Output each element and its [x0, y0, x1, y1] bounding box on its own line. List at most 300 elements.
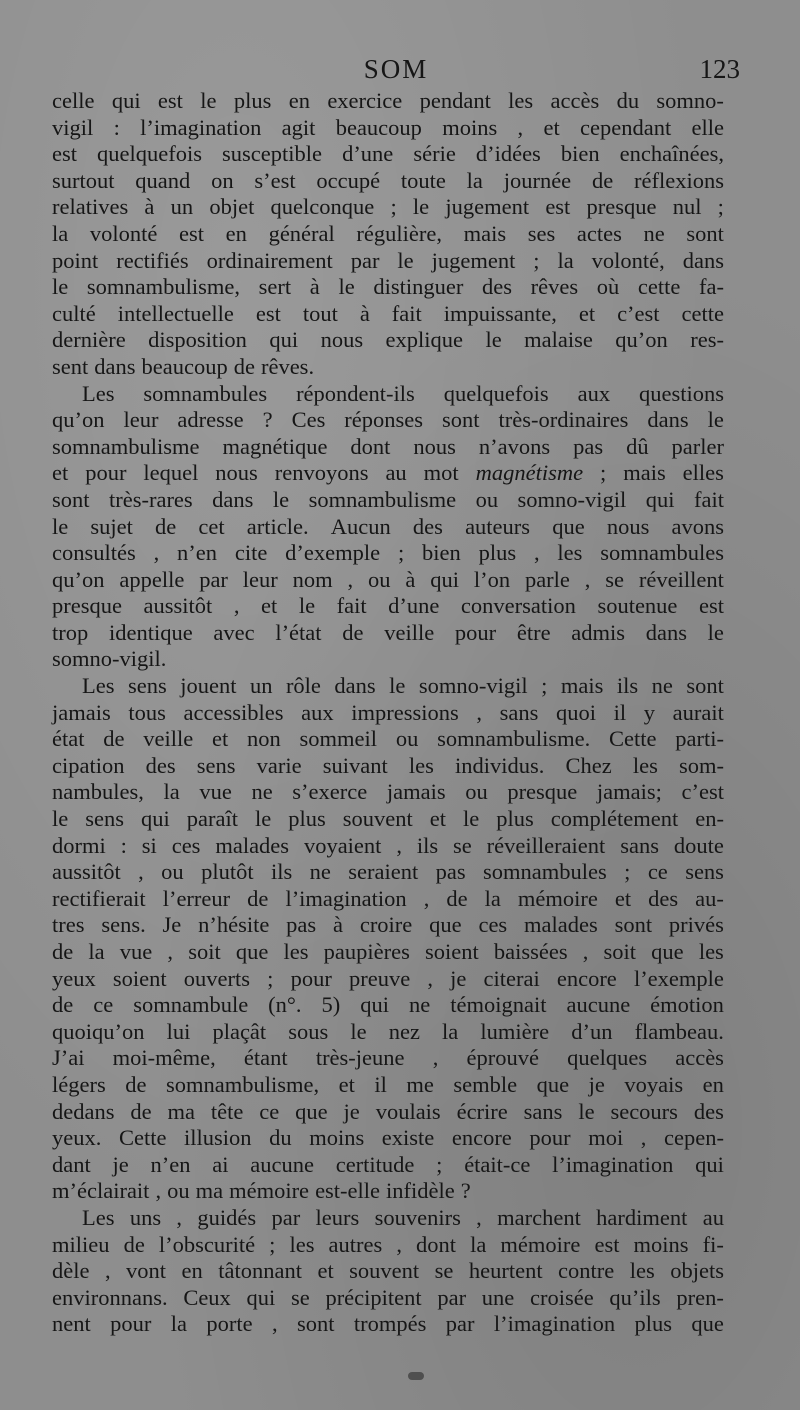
word: auteurs: [465, 513, 531, 539]
word: et: [338, 1071, 355, 1097]
word: plus: [288, 806, 326, 832]
word: objets: [670, 1258, 724, 1284]
word: l’imagination: [493, 1311, 616, 1337]
word: sens: [85, 806, 124, 832]
word: dans: [645, 619, 687, 645]
word: croisée: [530, 1284, 594, 1310]
word: encore: [451, 1125, 512, 1151]
word: sans: [499, 699, 539, 725]
text-line: [52, 1285, 724, 1312]
word: quelquefois: [97, 141, 203, 167]
word: Les: [82, 380, 115, 406]
word: magnétique: [222, 433, 328, 459]
word: l’imagination: [140, 114, 262, 140]
word: je: [588, 1071, 605, 1097]
word: la: [88, 939, 105, 964]
word: l’obscurité: [158, 1231, 256, 1257]
word: de: [233, 353, 255, 379]
word: quoi: [555, 699, 596, 725]
word: les: [629, 1258, 655, 1284]
text-line: [52, 779, 724, 806]
word: ,: [347, 566, 354, 592]
word: qui: [430, 566, 459, 592]
word: la: [52, 220, 69, 246]
word: sont: [686, 220, 724, 246]
word: J’ai: [52, 1045, 85, 1071]
word: plus: [634, 1311, 672, 1337]
word: veille: [384, 619, 435, 645]
word: des: [145, 752, 176, 778]
word: volonté: [89, 220, 158, 246]
word: pas: [435, 859, 466, 885]
word: secours: [610, 1098, 678, 1124]
word: ma: [195, 1178, 224, 1204]
word: à: [333, 912, 343, 938]
word: presque: [507, 779, 578, 805]
word: sont: [686, 673, 724, 699]
word: ou: [475, 486, 499, 512]
word: général: [268, 220, 335, 246]
word: ,: [517, 114, 524, 140]
word: croire: [359, 912, 413, 938]
word: ou: [465, 779, 488, 805]
word: sens: [127, 673, 167, 699]
word: fa-: [698, 274, 724, 300]
word: vont: [126, 1258, 167, 1284]
word: veille: [143, 726, 194, 752]
word: un: [249, 673, 273, 699]
word: ,: [476, 699, 482, 725]
word: elle: [691, 114, 724, 140]
word: d’une: [342, 141, 394, 167]
word: magnétisme: [475, 460, 584, 486]
word: :: [120, 832, 127, 858]
word: disposition: [148, 327, 247, 353]
word: jamais;: [596, 779, 662, 805]
word: au: [385, 460, 407, 486]
word: ;: [541, 673, 548, 699]
word: était-ce: [464, 1151, 531, 1177]
word: fait: [391, 300, 422, 326]
word: consultés: [52, 540, 136, 566]
word: pren-: [676, 1284, 724, 1310]
word: ,: [138, 859, 144, 885]
word: souvent: [349, 1258, 420, 1284]
word: au-: [695, 885, 724, 911]
word: quelquefois: [443, 380, 549, 406]
word: l’imagination: [552, 1151, 674, 1177]
word: le: [485, 327, 502, 353]
word: mais: [560, 673, 604, 699]
word: nom: [292, 566, 333, 592]
word: encore: [556, 965, 617, 991]
word: est: [545, 194, 571, 220]
word: lumière: [480, 1018, 550, 1044]
word: le: [397, 247, 414, 273]
word: somnambulisme,: [165, 1071, 320, 1097]
word: tout: [302, 300, 338, 326]
word: distinguer: [373, 274, 464, 300]
word: ;: [533, 247, 540, 273]
word: l’imagination: [285, 885, 407, 911]
word: est: [698, 593, 724, 619]
word: culté: [52, 300, 96, 326]
word: sans: [523, 1098, 563, 1124]
word: pour: [290, 965, 332, 991]
word: qui: [645, 486, 675, 512]
word: dormi: [52, 832, 106, 858]
page-number: 123: [699, 54, 740, 84]
word: somno-vigil: [418, 673, 528, 699]
text-line: [52, 859, 724, 886]
word: nous: [215, 460, 258, 486]
word: légers: [52, 1071, 106, 1097]
word: mot: [423, 460, 459, 486]
word: qui: [141, 806, 170, 832]
word: ,: [423, 885, 430, 911]
word: pendant: [419, 88, 491, 113]
word: ,: [533, 540, 540, 566]
word: série: [413, 141, 456, 167]
word: ils: [416, 832, 439, 858]
word: suivant: [322, 752, 388, 778]
word: guidés: [197, 1204, 257, 1230]
word: s’exerce: [292, 779, 368, 805]
word: qui: [246, 1284, 276, 1310]
word: somnambules: [600, 540, 724, 566]
page-header: [52, 50, 740, 90]
word: ,: [584, 566, 591, 592]
word: leur: [123, 407, 159, 433]
word: somnambules: [143, 380, 268, 406]
word: que: [651, 939, 684, 964]
word: nous: [413, 433, 456, 459]
word: avec: [213, 619, 255, 645]
word: plutôt: [201, 859, 254, 885]
word: où: [596, 274, 620, 300]
text-line: [52, 1072, 724, 1099]
word: si: [141, 832, 157, 858]
word: l’exemple: [633, 965, 724, 991]
word: ,: [104, 1258, 111, 1284]
word: accessibles: [183, 699, 284, 725]
word: le: [463, 806, 480, 832]
word: témoignait: [450, 992, 547, 1018]
word: au: [702, 1204, 724, 1230]
word: je: [112, 1151, 129, 1177]
word: ne: [643, 220, 665, 246]
word: de: [123, 1231, 145, 1257]
word: le: [298, 593, 316, 619]
text-line: [52, 567, 724, 594]
word: autres: [328, 1231, 383, 1257]
word: ;: [390, 194, 397, 220]
text-line: [52, 1099, 724, 1126]
text-line: [52, 327, 724, 354]
word: somnambulisme: [52, 433, 200, 459]
text-line: [52, 1152, 724, 1179]
word: pour: [454, 619, 497, 645]
word: la: [170, 1311, 187, 1337]
word: ce: [647, 859, 668, 885]
word: ,: [396, 1231, 402, 1257]
word: trop: [52, 619, 89, 645]
word: accès: [550, 88, 600, 113]
word: dans: [334, 673, 376, 699]
word: que: [536, 1071, 570, 1097]
word: soutenue: [597, 593, 678, 619]
word: somnambulisme: [308, 486, 457, 512]
word: point: [52, 247, 99, 273]
word: dedans: [52, 1098, 115, 1124]
word: de: [52, 939, 74, 964]
word: le: [389, 673, 406, 699]
word: ils: [616, 673, 639, 699]
word: ,: [233, 593, 240, 619]
word: réveillent: [638, 566, 724, 592]
word: conversation: [460, 593, 576, 619]
word: c’est: [617, 300, 660, 326]
word: ;: [267, 965, 274, 991]
word: Les: [82, 673, 115, 699]
word: preuve: [348, 965, 411, 991]
word: je: [343, 1098, 360, 1124]
word: la: [466, 167, 483, 193]
text-line: [52, 407, 724, 434]
word: ou: [167, 1178, 190, 1204]
word: mémoire: [229, 1178, 310, 1204]
word: individus.: [454, 752, 545, 778]
word: émotion: [650, 992, 724, 1018]
text-line: [52, 88, 724, 115]
word: plus: [233, 88, 272, 113]
word: ne: [409, 992, 431, 1018]
word: une: [481, 1284, 515, 1310]
word: Je: [162, 912, 182, 938]
word: rôle: [285, 673, 321, 699]
word: sous: [288, 1018, 329, 1044]
word: sans: [620, 832, 659, 858]
word: soit: [603, 939, 637, 964]
word: seraient: [348, 859, 419, 885]
word: illusion: [184, 1125, 252, 1151]
word: nous: [606, 513, 650, 539]
word: me: [406, 1071, 434, 1097]
word: qui: [360, 992, 390, 1018]
word: malades: [215, 832, 290, 858]
word: rêves: [530, 274, 579, 300]
word: ce: [93, 992, 114, 1018]
word: Aucun: [330, 513, 391, 539]
word: moi: [588, 1125, 624, 1151]
word: nambules,: [52, 779, 144, 805]
word: existe: [381, 1125, 435, 1151]
word: parler: [671, 433, 724, 459]
word: yeux: [52, 965, 96, 991]
word: quelconque: [270, 194, 375, 220]
running-head: SOM: [363, 54, 429, 84]
word: un: [170, 194, 194, 220]
text-line: [52, 1125, 724, 1152]
word: de: [446, 885, 468, 911]
word: voyais: [624, 1071, 684, 1097]
word: être: [516, 619, 551, 645]
word: somnambulisme,: [86, 274, 241, 300]
word: cepen-: [664, 1125, 724, 1151]
word: dont: [350, 433, 391, 459]
word: cette: [681, 300, 724, 326]
text-line: [52, 221, 724, 248]
word: répondent-ils: [296, 380, 415, 406]
text-line: [52, 753, 724, 780]
word: cette: [637, 274, 681, 300]
word: moins: [309, 1125, 365, 1151]
word: varie: [256, 752, 302, 778]
word: ;: [600, 460, 607, 486]
ink-blot: [408, 1372, 424, 1380]
word: qui: [111, 88, 141, 113]
word: que: [691, 1311, 724, 1337]
word: ;: [397, 540, 405, 566]
word: le: [350, 1018, 367, 1044]
word: plus: [478, 540, 517, 566]
word: précipitent: [325, 1284, 422, 1310]
word: mais: [463, 220, 507, 246]
text-line: [52, 1258, 724, 1285]
word: pour: [85, 460, 127, 486]
word: à: [309, 274, 320, 300]
word: les: [283, 939, 309, 964]
word: ordinairement: [206, 247, 333, 273]
word: ne: [309, 859, 331, 885]
word: jamais: [386, 779, 446, 805]
word: non: [247, 726, 281, 752]
word: soient: [112, 965, 167, 991]
word: aurait: [672, 699, 724, 725]
word: aussitôt: [143, 593, 213, 619]
word: régulière,: [356, 220, 442, 246]
word: renvoyons: [274, 460, 369, 486]
word: plaçât: [212, 1018, 267, 1044]
word: dans: [94, 353, 136, 379]
text-line: [52, 381, 724, 408]
word: moins: [442, 114, 498, 140]
word: aussitôt: [52, 859, 121, 885]
word: le: [707, 407, 724, 433]
word: sont: [296, 1311, 335, 1337]
word: et: [52, 460, 69, 486]
word: aucune: [566, 992, 631, 1018]
word: uns: [129, 1204, 162, 1230]
word: ses: [527, 220, 556, 246]
word: de: [130, 1098, 152, 1124]
word: somno-: [656, 88, 724, 113]
word: dans: [647, 407, 689, 433]
word: plus: [496, 806, 534, 832]
word: ,: [176, 1204, 183, 1230]
word: impuissante,: [443, 300, 557, 326]
word: beaucoup: [335, 114, 422, 140]
text-line: [52, 833, 724, 860]
word: ,: [640, 1125, 647, 1151]
word: sujet: [90, 513, 133, 539]
word: le: [338, 274, 355, 300]
word: sont: [52, 486, 90, 512]
word: est: [255, 300, 281, 326]
word: par: [445, 1311, 475, 1337]
word: agit: [281, 114, 316, 140]
word: res-: [690, 327, 724, 353]
word: porte: [206, 1311, 253, 1337]
word: des: [412, 513, 443, 539]
text-line: [52, 514, 724, 541]
word: voyaient: [303, 832, 382, 858]
word: pas: [286, 912, 317, 938]
word: impressions: [351, 699, 459, 725]
word: se: [452, 832, 472, 858]
word: fi-: [702, 1231, 724, 1257]
text-line: [52, 700, 724, 727]
word: soient: [424, 939, 479, 964]
word: le: [412, 194, 430, 220]
text-line: [52, 540, 724, 567]
word: dernière: [52, 327, 126, 353]
word: ,: [427, 965, 433, 991]
word: moi-même,: [112, 1045, 216, 1071]
text-line: [52, 1311, 724, 1338]
word: de: [52, 992, 74, 1018]
word: le: [52, 513, 69, 539]
word: objet: [209, 194, 255, 220]
word: qu’on: [52, 407, 105, 433]
word: qui: [269, 327, 299, 353]
word: à: [405, 566, 416, 592]
word: ,: [167, 939, 174, 964]
word: mémoire: [500, 1231, 581, 1257]
text-line: [52, 726, 724, 753]
word: tête: [210, 1098, 244, 1124]
word: aux: [301, 699, 334, 725]
word: elles: [682, 460, 724, 486]
word: accès: [675, 1045, 724, 1071]
word: parle: [524, 566, 570, 592]
word: ;: [436, 1151, 443, 1177]
word: enchaînées,: [619, 141, 724, 167]
word: ;: [717, 194, 724, 220]
word: du: [269, 1125, 292, 1151]
word: mémoire: [517, 885, 598, 911]
word: cite: [234, 540, 268, 566]
word: et: [578, 300, 596, 326]
word: étant: [243, 1045, 288, 1071]
word: voulais: [375, 1098, 441, 1124]
word: très-jeune: [315, 1045, 405, 1071]
word: admis: [571, 619, 626, 645]
word: tous: [128, 699, 166, 725]
word: du: [616, 88, 640, 113]
word: jamais: [52, 699, 111, 725]
word: somnambulisme.: [437, 726, 591, 752]
word: d’exemple: [285, 540, 381, 566]
word: dans: [212, 486, 254, 512]
word: le: [200, 88, 217, 113]
word: ,: [432, 1045, 439, 1071]
text-line: [52, 194, 724, 221]
word: que: [429, 912, 462, 938]
word: ne: [251, 779, 273, 805]
word: sert: [258, 274, 292, 300]
word: lequel: [143, 460, 199, 486]
